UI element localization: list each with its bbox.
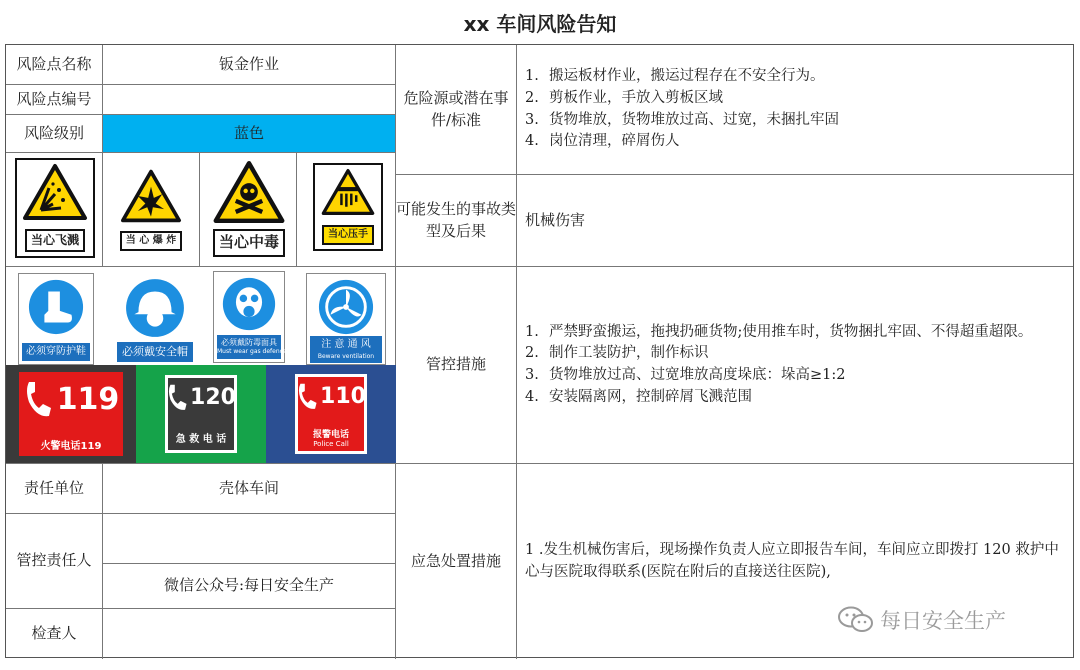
list-item: 3. 货物堆放，货物堆放过高、过宽，未捆扎牢固 — [525, 111, 839, 128]
risk-name-value: 钣金作业 — [103, 45, 396, 85]
warning-sign-crush — [313, 163, 383, 251]
list-item: 3. 货物堆放过高、过宽堆放高度垛底：垛高≥1:2 — [525, 367, 846, 383]
risk-name-label: 风险点名称 — [6, 45, 103, 85]
phone-sign-label: 火警电话119 — [40, 440, 102, 452]
warning-sign-label: 当心压手 — [322, 225, 374, 246]
control-measures-label: 管控措施 — [396, 267, 517, 464]
warning-sign-label: 当心飞溅 — [25, 229, 85, 252]
telephone-icon — [23, 380, 53, 420]
hazard-list — [517, 45, 1073, 175]
warning-sign-splash — [15, 158, 95, 258]
mandatory-sign-ventilation — [306, 273, 386, 365]
mandatory-sign-gas-mask — [213, 271, 305, 363]
warning-sign-explosion — [115, 165, 187, 255]
wechat-icon — [838, 606, 874, 634]
phone-sign-box — [19, 372, 123, 456]
telephone-icon — [296, 381, 318, 413]
wechat-account: 微信公众号:每日安全生产 — [103, 564, 396, 609]
emergency-label: 应急处置措施 — [396, 464, 517, 659]
list-item: 2. 制作工装防护，制作标识 — [525, 345, 709, 362]
risk-code-label: 风险点编号 — [6, 85, 103, 115]
inspector-label: 检查人 — [6, 609, 103, 659]
emergency-text: 1 .发生机械伤害后，现场操作负责人应立即报告车间，车间应立即拨打 120 救护中心与医院取得联系(医院在附后的直接送往医院), — [525, 542, 1059, 580]
mandatory-sign-label: 注 意 通 风 Beware ventilation — [310, 336, 382, 363]
explosion-warning-icon — [121, 169, 181, 223]
mandatory-sign-label: 必须穿防护鞋 — [22, 343, 90, 362]
phone-sign-label: 报警电话 Police Call — [312, 430, 349, 449]
watermark-text: 每日安全生产 — [880, 609, 1006, 633]
phone-sign-box — [165, 375, 237, 453]
control-person-label: 管控责任人 — [6, 514, 103, 609]
consequence-value: 机械伤害 — [517, 175, 1073, 267]
warning-sign-cell — [103, 153, 200, 267]
phone-sign-police — [266, 365, 396, 463]
list-item: 4. 岗位清理，碎屑伤人 — [525, 133, 680, 150]
mandatory-sign-boots — [18, 273, 94, 365]
responsible-unit-value: 壳体车间 — [103, 464, 396, 514]
mandatory-and-phone-signs-cell — [6, 267, 396, 464]
phone-number: 119 — [56, 382, 120, 417]
phone-sign-box — [295, 374, 367, 454]
control-measures-list — [517, 267, 1073, 464]
risk-level-label: 风险级别 — [6, 115, 103, 153]
hazard-label: 危险源或潜在事件/标准 — [396, 45, 517, 175]
crush-hand-warning-icon — [321, 169, 375, 215]
risk-code-value — [103, 85, 396, 115]
phone-sign-label: 急 救 电 话 — [175, 433, 227, 445]
watermark — [838, 605, 1006, 635]
warning-sign-cell — [6, 153, 103, 267]
mandatory-sign-label: 必须戴防毒面具 Must wear gas defence mask — [217, 335, 281, 359]
phone-sign-ambulance — [136, 365, 266, 463]
page-title: xx 车间风险告知 — [463, 12, 617, 36]
control-person-value — [103, 514, 396, 564]
phone-sign-fire — [6, 365, 136, 463]
telephone-icon — [166, 382, 188, 414]
hard-hat-icon — [122, 277, 188, 339]
warning-sign-cell — [297, 153, 396, 267]
warning-sign-label: 当 心 爆 炸 — [120, 231, 182, 252]
risk-level-value: 蓝色 — [103, 115, 396, 153]
ventilation-fan-icon — [317, 278, 375, 336]
mandatory-sign-helmet — [114, 273, 196, 365]
list-item: 2. 剪板作业，手放入剪板区域 — [525, 89, 723, 106]
poison-warning-icon — [213, 161, 285, 223]
responsible-unit-label: 责任单位 — [6, 464, 103, 514]
consequence-label: 可能发生的事故类型及后果 — [396, 175, 517, 267]
gas-mask-icon — [221, 276, 277, 332]
list-item: 1. 搬运板材作业，搬运过程存在不安全行为。 — [525, 68, 825, 84]
safety-boot-icon — [27, 278, 85, 336]
mandatory-sign-label: 必须戴安全帽 — [117, 342, 193, 362]
splash-warning-icon — [23, 164, 87, 220]
warning-sign-cell — [200, 153, 297, 267]
warning-sign-label: 当心中毒 — [213, 229, 285, 257]
risk-notice-table — [5, 44, 1074, 658]
list-item: 4. 安装隔离网，控制碎屑飞溅范围 — [525, 388, 752, 405]
warning-sign-poison — [208, 157, 290, 261]
phone-number: 110 — [320, 384, 366, 410]
list-item: 1. 严禁野蛮搬运，拖拽扔砸货物;使用推车时，货物捆扎牢固、不得超重超限。 — [525, 323, 1033, 340]
inspector-value — [103, 609, 396, 659]
phone-number: 120 — [190, 385, 236, 411]
